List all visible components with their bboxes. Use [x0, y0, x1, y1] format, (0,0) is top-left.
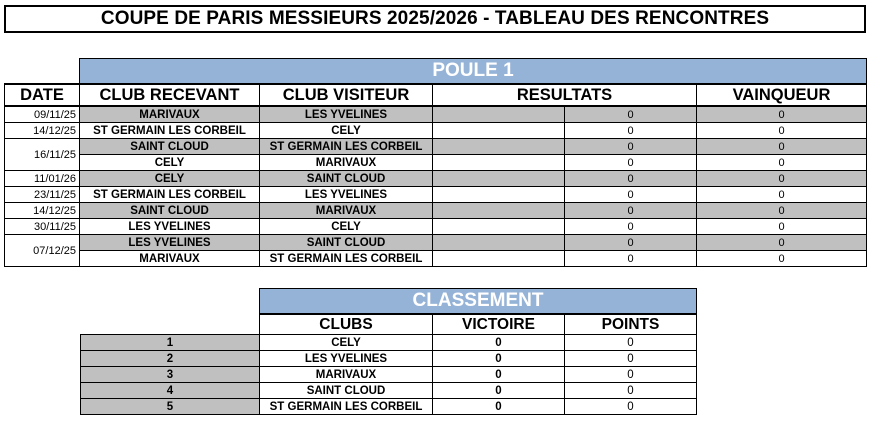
- away-club: ST GERMAIN LES CORBEIL: [260, 139, 433, 155]
- ranking-row: [81, 351, 697, 367]
- victoire-value: 0: [433, 351, 565, 367]
- winner-value: 0: [697, 155, 867, 171]
- home-club: SAINT CLOUD: [80, 203, 260, 219]
- result-score-1: [433, 203, 565, 219]
- rank-number: 4: [81, 383, 260, 399]
- match-row: [5, 187, 867, 203]
- poule-band: POULE 1: [80, 59, 867, 85]
- band-spacer: [81, 289, 260, 315]
- result-score-1: [433, 171, 565, 187]
- points-value: 0: [565, 383, 697, 399]
- points-value: 0: [565, 351, 697, 367]
- header-points: POINTS: [565, 314, 697, 335]
- victoire-value: 0: [433, 335, 565, 351]
- match-row: [5, 251, 867, 267]
- points-value: 0: [565, 335, 697, 351]
- page-title: COUPE DE PARIS MESSIEURS 2025/2026 - TABLEAU DES RENCONTRES: [4, 5, 866, 33]
- header-winner: VAINQUEUR: [697, 84, 867, 106]
- match-row: [5, 123, 867, 139]
- winner-value: 0: [697, 219, 867, 235]
- ranking-row: [81, 367, 697, 383]
- result-score-1: [433, 219, 565, 235]
- home-club: MARIVAUX: [80, 251, 260, 267]
- header-victoire: VICTOIRE: [433, 314, 565, 335]
- header-results: RESULTATS: [433, 84, 697, 106]
- match-date: 07/12/25: [5, 235, 80, 267]
- away-club: CELY: [260, 123, 433, 139]
- match-row: [5, 106, 867, 123]
- away-club: MARIVAUX: [260, 203, 433, 219]
- classement-table: [80, 288, 697, 415]
- match-date: 11/01/26: [5, 171, 80, 187]
- result-score-1: [433, 106, 565, 123]
- winner-value: 0: [697, 139, 867, 155]
- rank-number: 1: [81, 335, 260, 351]
- match-date: 14/12/25: [5, 203, 80, 219]
- result-score-2: 0: [565, 155, 697, 171]
- header-home-club: CLUB RECEVANT: [80, 84, 260, 106]
- result-score-2: 0: [565, 171, 697, 187]
- ranking-row: [81, 399, 697, 415]
- away-club: MARIVAUX: [260, 155, 433, 171]
- result-score-1: [433, 251, 565, 267]
- header-clubs: CLUBS: [260, 314, 433, 335]
- match-row: [5, 235, 867, 251]
- ranking-row: [81, 335, 697, 351]
- result-score-2: 0: [565, 251, 697, 267]
- home-club: SAINT CLOUD: [80, 139, 260, 155]
- ranking-club: SAINT CLOUD: [260, 383, 433, 399]
- result-score-2: 0: [565, 187, 697, 203]
- match-row: [5, 171, 867, 187]
- away-club: LES YVELINES: [260, 106, 433, 123]
- ranking-club: ST GERMAIN LES CORBEIL: [260, 399, 433, 415]
- result-score-1: [433, 155, 565, 171]
- winner-value: 0: [697, 171, 867, 187]
- rank-number: 2: [81, 351, 260, 367]
- away-club: ST GERMAIN LES CORBEIL: [260, 251, 433, 267]
- result-score-2: 0: [565, 235, 697, 251]
- winner-value: 0: [697, 203, 867, 219]
- band-spacer: [5, 59, 80, 85]
- result-score-2: 0: [565, 123, 697, 139]
- result-score-1: [433, 235, 565, 251]
- winner-value: 0: [697, 187, 867, 203]
- result-score-2: 0: [565, 106, 697, 123]
- points-value: 0: [565, 399, 697, 415]
- match-row: [5, 219, 867, 235]
- rank-number: 3: [81, 367, 260, 383]
- ranking-club: MARIVAUX: [260, 367, 433, 383]
- victoire-value: 0: [433, 367, 565, 383]
- match-row: [5, 155, 867, 171]
- result-score-2: 0: [565, 139, 697, 155]
- ranking-club: LES YVELINES: [260, 351, 433, 367]
- winner-value: 0: [697, 235, 867, 251]
- victoire-value: 0: [433, 383, 565, 399]
- match-date: 23/11/25: [5, 187, 80, 203]
- match-row: [5, 139, 867, 155]
- match-date: 14/12/25: [5, 123, 80, 139]
- result-score-1: [433, 123, 565, 139]
- poule-table: [4, 58, 867, 267]
- match-date: 30/11/25: [5, 219, 80, 235]
- result-score-1: [433, 139, 565, 155]
- home-club: CELY: [80, 155, 260, 171]
- home-club: ST GERMAIN LES CORBEIL: [80, 123, 260, 139]
- result-score-2: 0: [565, 203, 697, 219]
- match-date: 09/11/25: [5, 106, 80, 123]
- winner-value: 0: [697, 123, 867, 139]
- header-away-club: CLUB VISITEUR: [260, 84, 433, 106]
- away-club: CELY: [260, 219, 433, 235]
- match-date: 16/11/25: [5, 139, 80, 171]
- ranking-row: [81, 383, 697, 399]
- away-club: SAINT CLOUD: [260, 171, 433, 187]
- home-club: ST GERMAIN LES CORBEIL: [80, 187, 260, 203]
- match-row: [5, 203, 867, 219]
- ranking-club: CELY: [260, 335, 433, 351]
- winner-value: 0: [697, 251, 867, 267]
- result-score-1: [433, 187, 565, 203]
- home-club: CELY: [80, 171, 260, 187]
- victoire-value: 0: [433, 399, 565, 415]
- away-club: SAINT CLOUD: [260, 235, 433, 251]
- header-date: DATE: [5, 84, 80, 106]
- points-value: 0: [565, 367, 697, 383]
- winner-value: 0: [697, 106, 867, 123]
- home-club: MARIVAUX: [80, 106, 260, 123]
- away-club: LES YVELINES: [260, 187, 433, 203]
- result-score-2: 0: [565, 219, 697, 235]
- rank-number: 5: [81, 399, 260, 415]
- home-club: LES YVELINES: [80, 235, 260, 251]
- header-spacer: [81, 314, 260, 335]
- home-club: LES YVELINES: [80, 219, 260, 235]
- classement-band: CLASSEMENT: [260, 289, 697, 315]
